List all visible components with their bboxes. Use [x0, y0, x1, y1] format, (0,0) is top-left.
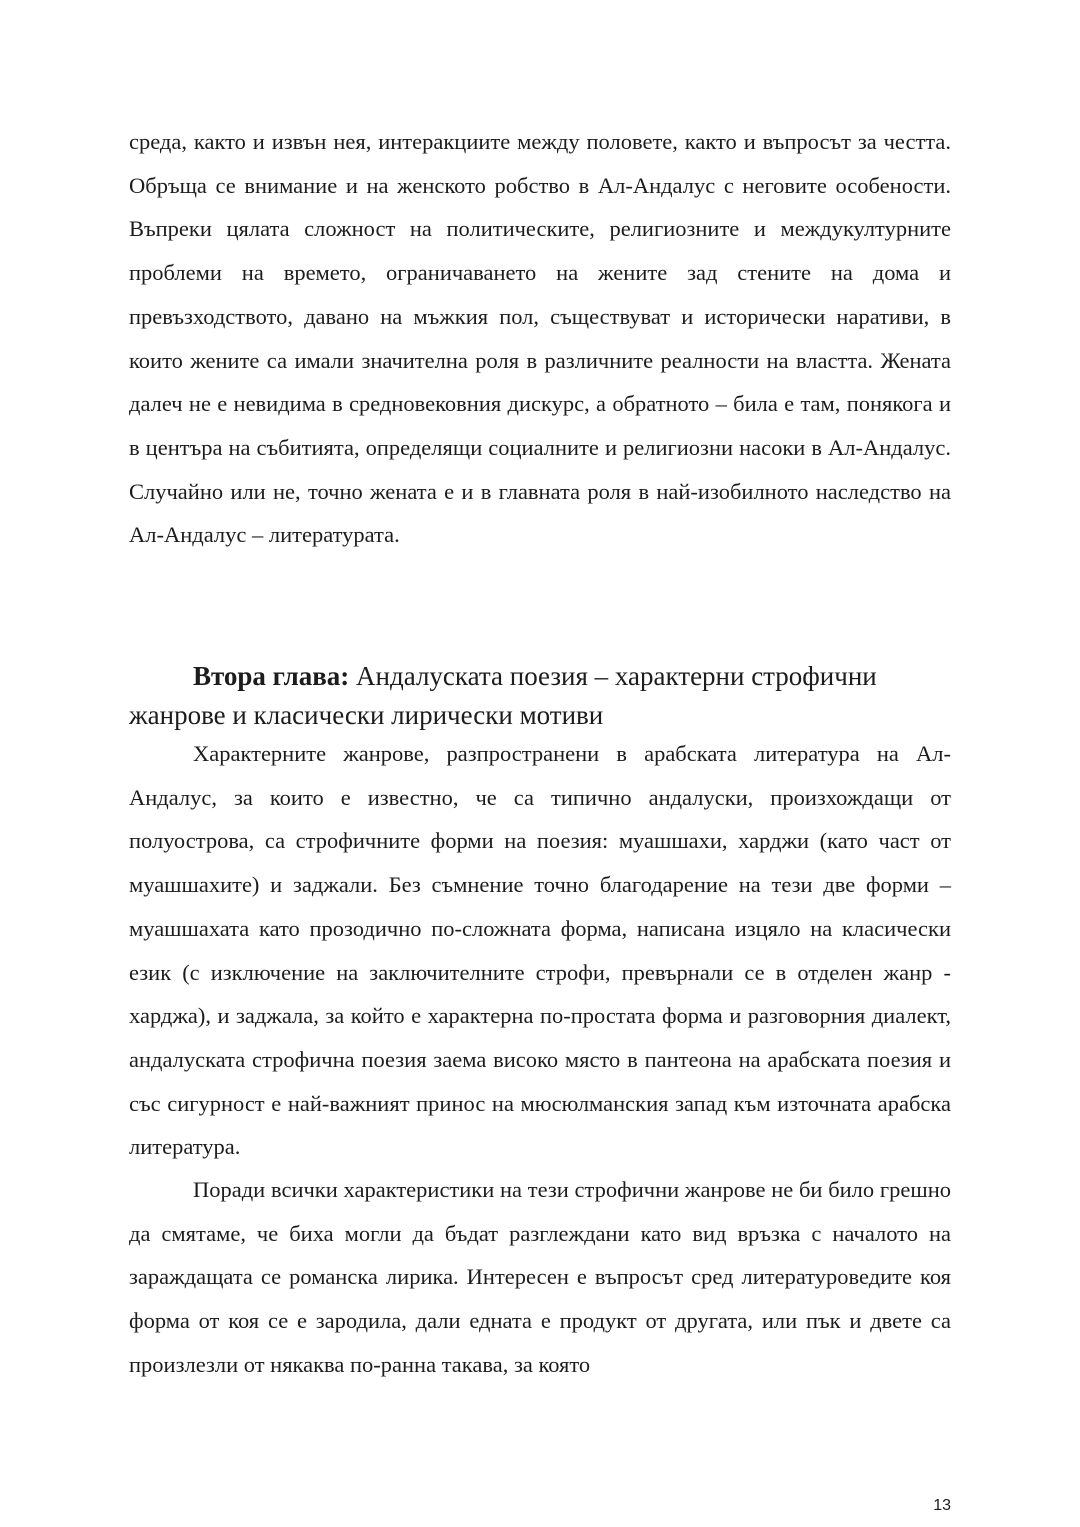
chapter-heading-line-2: жанрове и класически лирически мотиви: [129, 700, 604, 730]
chapter-heading: [129, 657, 951, 735]
paragraph-genres: Характерните жанрове, разпространени в арабската литература на Ал-Андалус, за които е известно, че са типично андалуски, произхождащи от полуострова, са строфичните форми на поезия: муашшахи, харджи (като част от муашшахите) и заджали. Без съмнение точно благодарение на тези две форми – муашшахата като прозодично по-сложната форма, написана изцяло на класически език (с изключение на заключителните строфи, превърнали се в отделен жанр - харджа), и заджала, за който е характерна по-простата форма и разговорния диалект, андалуската строфична поезия заема високо място в пантеона на арабската поезия и със сигурност е най-важният принос на мюсюлманския запад към източната арабска литература.: [129, 741, 951, 1160]
chapter-heading-line-1: [129, 657, 951, 696]
chapter-label: Втора глава:: [193, 661, 350, 691]
paragraph-romance-lyric: Поради всички характеристики на тези строфични жанрове не би било грешно да смятаме, че биха могли да бъдат разглеждани като вид връзка с началото на зараждащата се романска лирика. Интересен е въпросът сред литературоведите коя форма от коя се е зародила, дали едната е продукт от другата, или пък и двете са произлезли от някаква по-ранна такава, за която: [129, 1177, 951, 1377]
chapter-title-part-1: Андалуската поезия – характерни строфични: [349, 661, 877, 691]
page-number: 13: [933, 1497, 951, 1514]
paragraph-intro: среда, както и извън нея, интеракциите между половете, както и въпросът за честта. Обръща се внимание и на женското робство в Ал-Андалус с неговите особености. Въпреки цялата сложност на политическите, религиозните и междукултурните проблеми на времето, ограничаването на жените зад стените на дома и превъзходството, давано на мъжкия пол, съществуват и исторически наративи, в които жените са имали значителна роля в различните реалности на властта. Жената далеч не е невидима в средновековния дискурс, а обратното – била е там, понякога и в центъра на събитията, определящи социалните и религиозни насоки в Ал-Андалус. Случайно или не, точно жената е и в главната роля в най-изобилното наследство на Ал-Андалус – литературата.: [129, 129, 951, 548]
